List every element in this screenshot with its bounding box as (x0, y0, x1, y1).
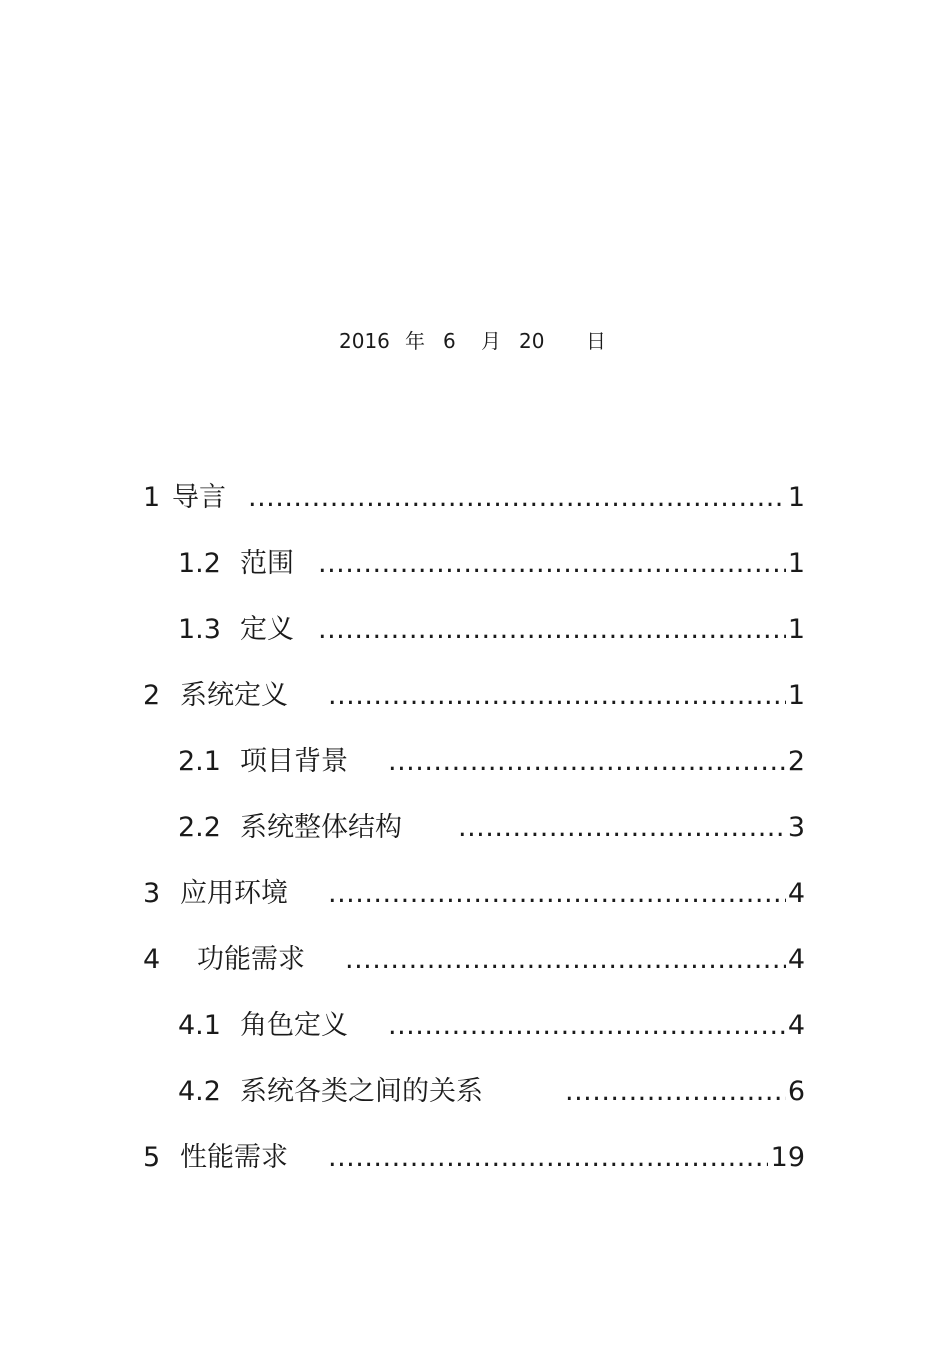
toc-dot-leader (388, 1006, 786, 1046)
date-day-label: 日 (586, 329, 606, 353)
toc-entry-title: 系统定义 (180, 680, 288, 711)
toc-entry[interactable] (0, 742, 950, 782)
toc-dot-leader (565, 1072, 786, 1112)
date-month: 6 (443, 329, 456, 353)
toc-entry-page: 4 (787, 878, 805, 909)
toc-entry-number: 4.2 (178, 1076, 221, 1107)
toc-entry-page: 3 (787, 812, 805, 843)
toc-entry-title: 导言 (172, 482, 226, 513)
toc-dot-leader (328, 874, 786, 914)
toc-entry-number: 1.2 (178, 548, 221, 579)
toc-entry[interactable] (0, 478, 950, 518)
date-day: 20 (519, 329, 545, 353)
date-month-label: 月 (481, 329, 501, 353)
toc-entry-number: 2.1 (178, 746, 221, 777)
toc-entry-number: 4 (143, 944, 161, 975)
toc-dot-leader (318, 544, 786, 584)
toc-dot-leader (328, 1138, 768, 1178)
toc-entry[interactable] (0, 1138, 950, 1178)
date-year-label: 年 (405, 329, 425, 353)
toc-entry-page: 1 (787, 482, 805, 513)
toc-entry[interactable] (0, 1072, 950, 1112)
date-year: 2016 (339, 329, 390, 353)
toc-entry-number: 1.3 (178, 614, 221, 645)
toc-entry-title: 范围 (240, 548, 294, 579)
toc-entry[interactable] (0, 544, 950, 584)
toc-dot-leader (388, 742, 786, 782)
toc-entry-number: 5 (143, 1142, 161, 1173)
toc-entry-page: 1 (787, 680, 805, 711)
toc-entry[interactable] (0, 1006, 950, 1046)
toc-entry-number: 2 (143, 680, 161, 711)
toc-entry-page: 6 (787, 1076, 805, 1107)
toc-dot-leader (328, 676, 786, 716)
toc-dot-leader (458, 808, 786, 848)
toc-entry-page: 4 (787, 944, 805, 975)
toc-entry[interactable] (0, 808, 950, 848)
toc-entry[interactable] (0, 676, 950, 716)
toc-entry-page: 19 (770, 1142, 805, 1173)
toc-entry-number: 3 (143, 878, 161, 909)
toc-entry[interactable] (0, 610, 950, 650)
toc-entry-page: 1 (787, 548, 805, 579)
toc-entry-number: 1 (143, 482, 161, 513)
toc-entry-page: 4 (787, 1010, 805, 1041)
toc-entry[interactable] (0, 940, 950, 980)
toc-entry-title: 系统整体结构 (240, 812, 402, 843)
toc-entry-title: 性能需求 (180, 1142, 288, 1173)
toc-entry-title: 应用环境 (180, 878, 288, 909)
toc-entry-title: 定义 (240, 614, 294, 645)
toc-dot-leader (345, 940, 786, 980)
toc-entry-title: 功能需求 (197, 944, 305, 975)
toc-entry-page: 1 (787, 614, 805, 645)
toc-dot-leader (318, 610, 786, 650)
toc-entry[interactable] (0, 874, 950, 914)
toc-entry-page: 2 (787, 746, 805, 777)
toc-entry-title: 项目背景 (240, 746, 348, 777)
toc-dot-leader (248, 478, 786, 518)
toc-entry-number: 4.1 (178, 1010, 221, 1041)
toc-entry-title: 系统各类之间的关系 (240, 1076, 483, 1107)
toc-entry-title: 角色定义 (240, 1010, 348, 1041)
toc-entry-number: 2.2 (178, 812, 221, 843)
